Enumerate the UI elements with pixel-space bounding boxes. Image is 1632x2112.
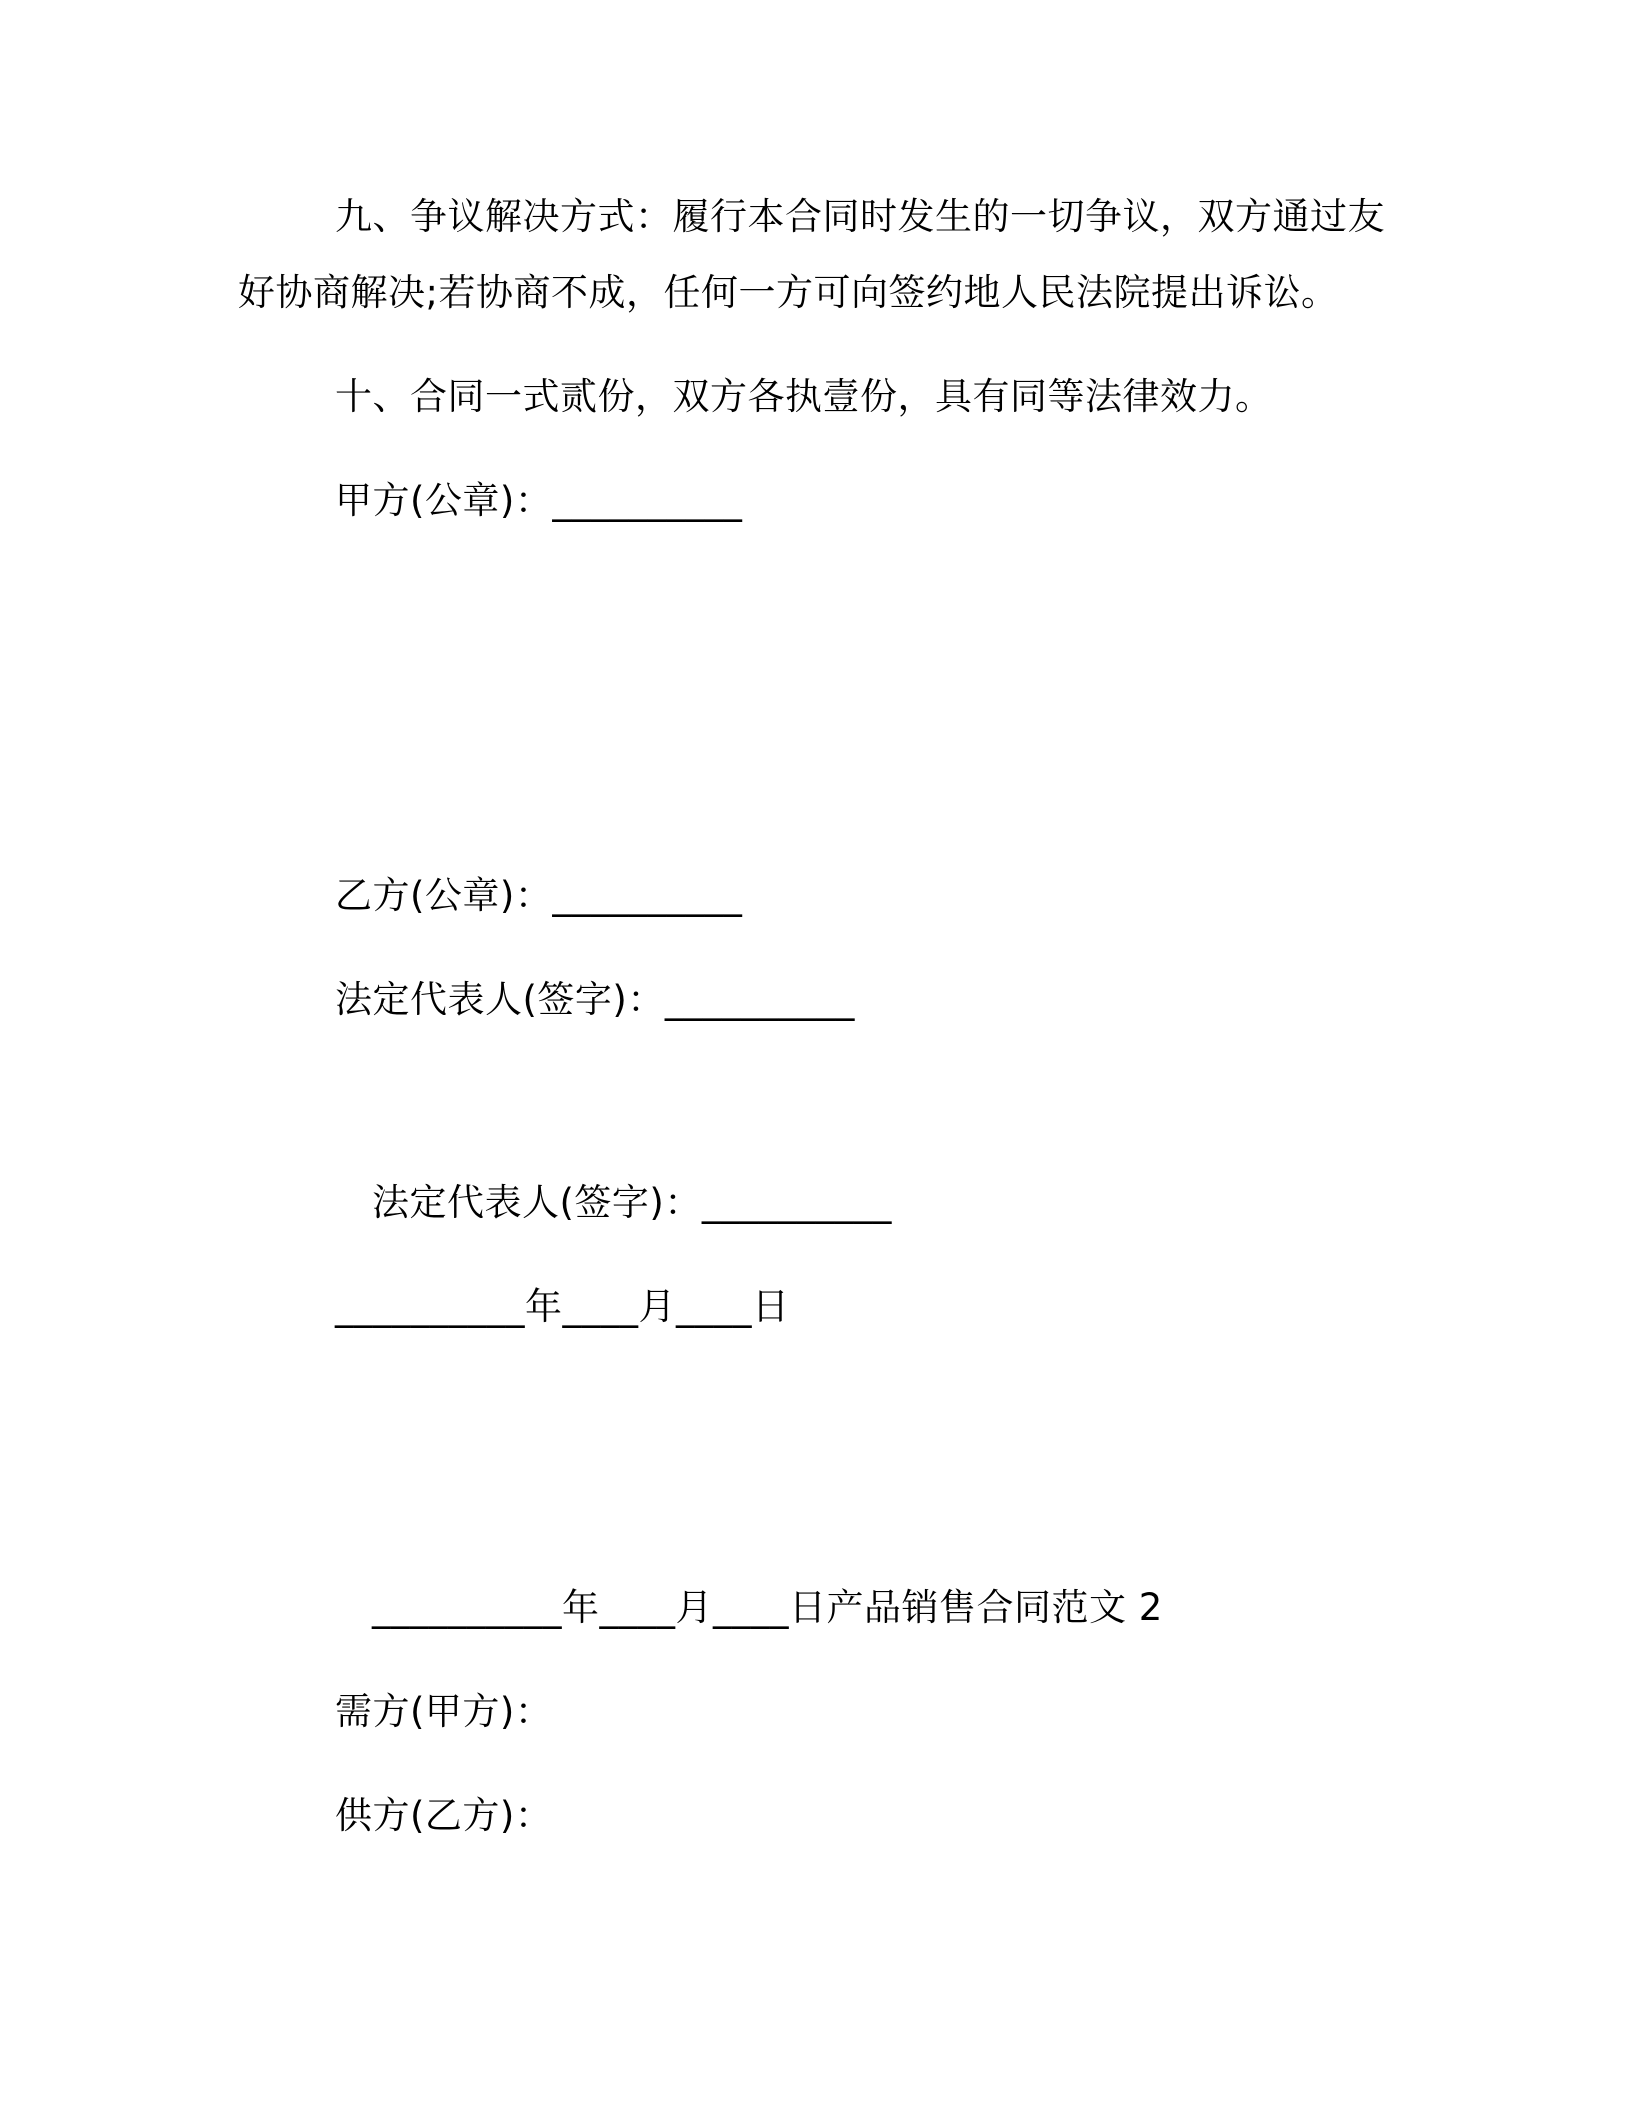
- clause-nine-line-2: 好协商解决;若协商不成，任何一方可向签约地人民法院提出诉讼。: [238, 271, 1339, 314]
- party-b-seal-field: 乙方(公章)：__________: [335, 874, 743, 917]
- legal-representative-signature-2: 法定代表人(签字)：__________: [372, 1181, 892, 1224]
- legal-representative-signature-1: 法定代表人(签字)：__________: [335, 978, 855, 1021]
- clause-nine-line-1: 九、争议解决方式：履行本合同时发生的一切争议，双方通过友: [335, 195, 1385, 238]
- party-a-seal-field: 甲方(公章)：__________: [335, 479, 743, 522]
- clause-ten: 十、合同一式贰份，双方各执壹份，具有同等法律效力。: [335, 375, 1273, 418]
- signing-date-line: __________年____月____日: [335, 1285, 790, 1328]
- buyer-party-label: 需方(甲方)：: [335, 1690, 553, 1733]
- supplier-party-label: 供方(乙方)：: [335, 1794, 553, 1837]
- contract-title-date-line: __________年____月____日产品销售合同范文 2: [372, 1586, 1163, 1629]
